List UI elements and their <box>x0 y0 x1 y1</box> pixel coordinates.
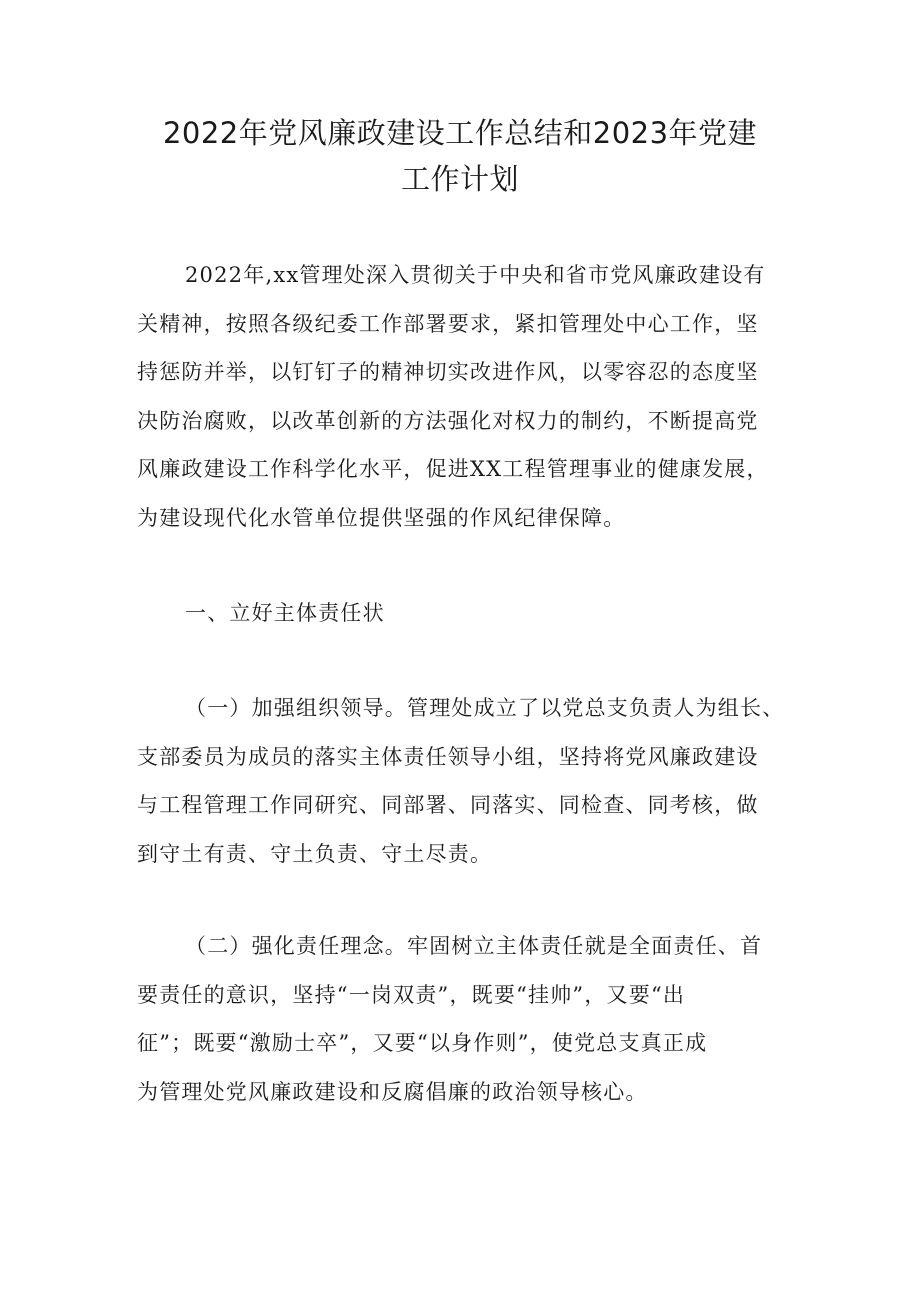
intro-line: 为建设现代化水管单位提供坚强的作风纪律保障。 <box>137 505 626 530</box>
intro-paragraph <box>137 251 807 542</box>
title-line-1: 2022年党风廉政建设工作总结和2023年党建 <box>162 116 758 150</box>
section-heading-text: 一、立好主体责任状 <box>185 601 385 625</box>
intro-line: 决防治腐败，以改革创新的方法强化对权力的制约，不断提高党 <box>137 408 759 433</box>
document-title <box>0 110 920 202</box>
item-1-paragraph <box>137 684 807 878</box>
item-2-line: 为管理处党风廉政建设和反腐倡廉的政治领导核心。 <box>137 1079 648 1104</box>
item-1-line: 支部委员为成员的落实主体责任领导小组，坚持将党风廉政建设 <box>137 744 759 769</box>
item-1-line: （一）加强组织领导。管理处成立了以党总支负责人为组长、 <box>185 696 785 720</box>
section-heading <box>185 589 855 638</box>
item-2-line: 征”；既要“激励士卒”，又要“以身作则”，使党总支真正成 <box>137 1031 708 1055</box>
intro-line: 风廉政建设工作科学化水平，促进XX工程管理事业的健康发展， <box>137 457 769 481</box>
intro-line: 2022年,xx管理处深入贯彻关于中央和省市党风廉政建设有 <box>185 263 766 287</box>
item-1-line: 到守土有责、守土负责、守土尽责。 <box>137 841 493 866</box>
intro-line: 持惩防并举，以钉钉子的精神切实改进作风，以零容忍的态度坚 <box>137 360 759 384</box>
item-1-line: 与工程管理工作同研究、同部署、同落实、同检查、同考核，做 <box>137 793 759 817</box>
intro-line: 关精神，按照各级纪委工作部署要求，紧扣管理处中心工作，坚 <box>137 311 759 336</box>
item-2-line: （二）强化责任理念。牢固树立主体责任就是全面责任、首 <box>185 934 763 958</box>
item-2-line: 要责任的意识，坚持“一岗双责”，既要“挂帅”，又要“出 <box>137 982 686 1007</box>
title-line-2: 工作计划 <box>400 162 519 196</box>
item-2-paragraph <box>137 922 807 1116</box>
